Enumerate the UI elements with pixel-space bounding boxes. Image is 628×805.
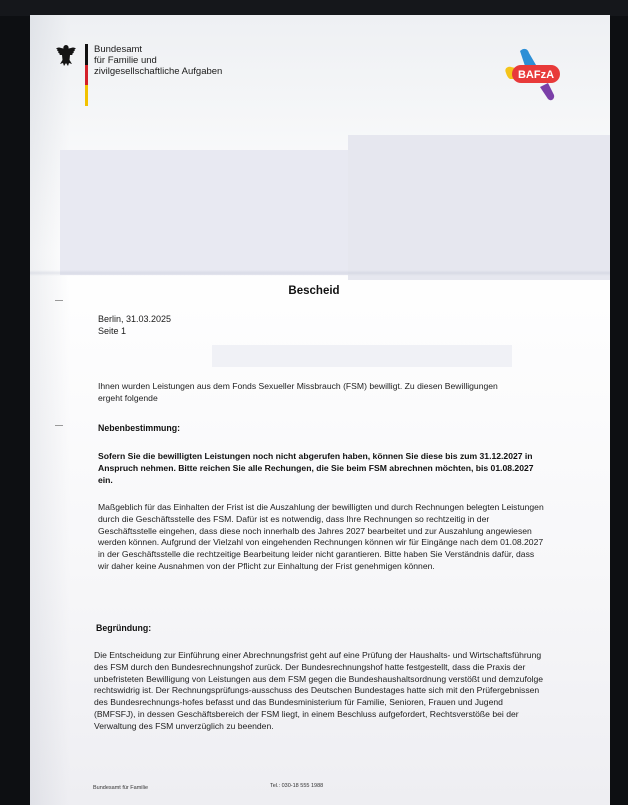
page-number: Seite 1 (98, 326, 127, 336)
logo-text: BAFzA (517, 69, 555, 81)
fold-mark-top (55, 300, 63, 301)
intro-paragraph: Ihnen wurden Leistungen aus dem Fonds Sexueller Missbrauch (FSM) bewilligt. Zu diesen Bewilligungen ergeht folgende (98, 381, 498, 403)
org-line-2: für Familie und (94, 55, 157, 66)
date-and-page (98, 313, 171, 337)
redacted-address-block (60, 150, 360, 275)
redacted-reference-line (212, 345, 512, 367)
logo-purple-arm (540, 83, 554, 100)
issuing-authority (94, 44, 222, 77)
german-flag-bar (85, 44, 88, 106)
nebenbestimmung-deadline: Sofern Sie die bewilligten Leistungen noch nicht abgerufen haben, können Sie diese bis zum 31.12.2027 in Anspruch nehmen. Bitte reichen Sie alle Rechungen, die Sie beim FSM abrechnen möchten, bis 01.08.2027 ein. (98, 451, 534, 485)
paper-fold (30, 270, 610, 276)
place-date: Berlin, 31.03.2025 (98, 314, 172, 324)
nebenbestimmung-body: Maßgeblich für das Einhalten der Frist ist die Auszahlung der bewilligten und durch Rechnungen belegten Leistungen durch die Geschäftsstelle des FSM. Dafür ist es notwendig, dass Ihre Rechnungen so rechtzeitig in der Geschäftsstelle eingehen, dass diese noch innerhalb des Jahres 2027 bearbeitet und zur Auszahlung angewiesen werden können. Aufgrund der Vielzahl von eingehenden Rechnungen können wir für Eingänge nach dem 01.08.2027 in der Geschäftsstelle die rechtzeitige Bearbeitung leider nicht garantieren. Bitte haben Sie Verständnis dafür, dass wir daher keine Ausnahmen von der Pflicht zur Einhaltung der Frist genehmigen können. (98, 502, 544, 571)
fold-mark-middle (55, 425, 63, 426)
redacted-contact-block (348, 135, 610, 280)
bafza-logo (502, 43, 564, 105)
org-line-3: zivilgesellschaftliche Aufgaben (94, 66, 223, 77)
nebenbestimmung-heading: Nebenbestimmung: (98, 423, 181, 433)
top-dark-band (0, 0, 628, 16)
begruendung-body: Die Entscheidung zur Einführung einer Abrechnungsfrist geht auf eine Prüfung der Haushalts- und Wirtschaftsführung des FSM durch den Bundesrechnungshof zurück. Der Bundesrechnungshof hatte festgestellt, dass die Praxis der unbefristeten Bewilligung von Leistungen aus dem FSM gegen die Bundeshaushaltsordnung verstößt und demzufolge rechtswidrig ist. Der Rechnungsprüfungs-ausschuss des Deutschen Bundestages hatte sich mit den Prüfergebnissen des Bundesrechnungs-hofes befasst und das Bundesministerium für Familie, Senioren, Frauen und Jugend (BMFSFJ), in dessen Geschäftsbereich der FSM liegt, in einem Beschluss aufgefordert, Rechtsverstöße bei der Verwaltung des FSM unverzüglich zu beenden. (94, 650, 544, 731)
begruendung-heading: Begründung: (96, 623, 152, 633)
federal-eagle-icon (55, 44, 77, 68)
footer-phone: Tel.: 030-18 555 1988 (270, 783, 324, 789)
footer-authority: Bundesamt für Familie (93, 785, 149, 791)
org-line-1: Bundesamt (94, 44, 143, 55)
document-title: Bescheid (288, 285, 340, 297)
